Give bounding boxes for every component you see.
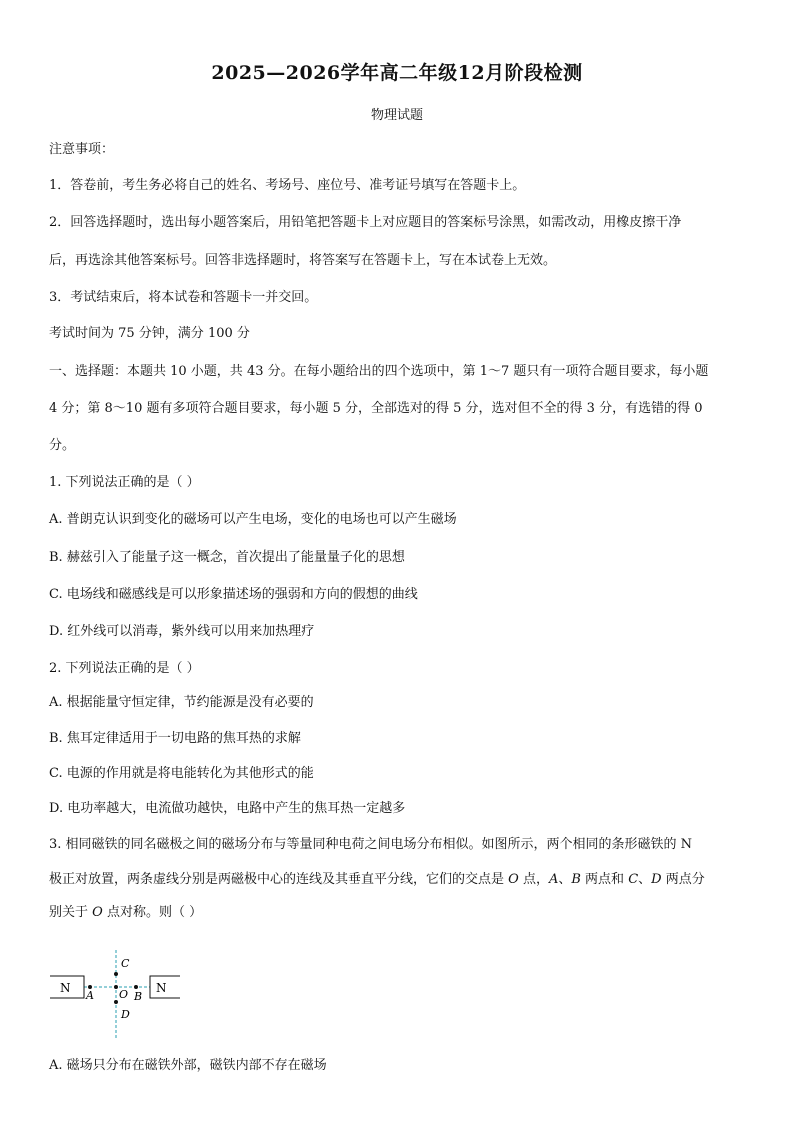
point-a-label: A bbox=[86, 989, 94, 1002]
q1-stem: 1. 下列说法正确的是（ ） bbox=[49, 475, 200, 490]
q2-option-a: A. 根据能量守恒定律，节约能源是没有必要的 bbox=[49, 695, 314, 710]
point-d bbox=[114, 1000, 118, 1004]
q3-text: 、 bbox=[558, 872, 572, 887]
q1-option-c: C. 电场线和磁感线是可以形象描述场的强弱和方向的假想的曲线 bbox=[49, 587, 418, 602]
section-instructions-line-3: 分。 bbox=[49, 438, 76, 453]
point-c-ref: C bbox=[628, 872, 639, 887]
q2-option-c: C. 电源的作用就是将电能转化为其他形式的能 bbox=[49, 766, 314, 781]
q3-text: 两点和 bbox=[580, 872, 629, 887]
q3-text: 点对称。则（ ） bbox=[102, 905, 203, 920]
q3-text: 点， bbox=[518, 872, 549, 887]
point-c-label: C bbox=[121, 957, 130, 970]
point-b-ref: B bbox=[571, 872, 581, 887]
point-b bbox=[134, 985, 138, 989]
exam-time: 考试时间为 75 分钟，满分 100 分 bbox=[49, 326, 250, 341]
q1-option-b: B. 赫兹引入了能量子这一概念，首次提出了能量量子化的思想 bbox=[49, 550, 405, 565]
point-d-ref: D bbox=[651, 872, 662, 887]
notice-heading: 注意事项： bbox=[49, 142, 115, 157]
notice-item-2-line-1: 2．回答选择题时，选出每小题答案后，用铅笔把答题卡上对应题目的答案标号涂黑，如需改动，用橡皮擦干净 bbox=[49, 215, 682, 230]
point-o-ref: O bbox=[92, 905, 103, 920]
point-d-label: D bbox=[121, 1008, 130, 1021]
section-instructions-line-2: 4 分；第 8～10 题有多项符合题目要求，每小题 5 分，全部选对的得 5 分，选对但不全的得 3 分，有选错的得 0 bbox=[49, 401, 703, 416]
q1-option-d: D. 红外线可以消毒，紫外线可以用来加热理疗 bbox=[49, 624, 315, 639]
notice-item-1: 1．答卷前，考生务必将自己的姓名、考场号、座位号、准考证号填写在答题卡上。 bbox=[49, 178, 526, 193]
q3-text: 极正对放置，两条虚线分别是两磁极中心的连线及其垂直平分线，它们的交点是 bbox=[49, 872, 509, 887]
point-a-ref: A bbox=[548, 872, 559, 887]
page-title: 2025—2026学年高二年级12月阶段检测 bbox=[211, 62, 583, 84]
q1-option-a: A. 普朗克认识到变化的磁场可以产生电场，变化的电场也可以产生磁场 bbox=[49, 512, 457, 527]
left-magnet-label: N bbox=[60, 981, 71, 995]
notice-item-2-line-2: 后，再选涂其他答案标号。回答非选择题时，将答案写在答题卡上，写在本试卷上无效。 bbox=[49, 253, 557, 268]
q3-stem-line-3 bbox=[49, 905, 202, 921]
q3-stem-line-1: 3. 相同磁铁的同名磁极之间的磁场分布与等量同种电荷之间电场分布相似。如图所示，两个相同的条形磁铁的 N bbox=[49, 837, 693, 852]
q3-option-a: A. 磁场只分布在磁铁外部，磁铁内部不存在磁场 bbox=[49, 1058, 327, 1073]
q3-stem-line-2 bbox=[49, 872, 705, 888]
point-b-label: B bbox=[134, 990, 143, 1003]
notice-item-3: 3．考试结束后，将本试卷和答题卡一并交回。 bbox=[49, 290, 318, 305]
right-magnet-label: N bbox=[156, 981, 167, 995]
q3-text: 别关于 bbox=[49, 905, 93, 920]
point-c bbox=[114, 972, 118, 976]
point-o-ref: O bbox=[508, 872, 519, 887]
q2-stem: 2. 下列说法正确的是（ ） bbox=[49, 661, 200, 676]
q2-option-d: D. 电功率越大，电流做功越快，电路中产生的焦耳热一定越多 bbox=[49, 801, 406, 816]
q3-text: 两点分 bbox=[661, 872, 705, 887]
q3-text: 、 bbox=[638, 872, 652, 887]
q2-option-b: B. 焦耳定律适用于一切电路的焦耳热的求解 bbox=[49, 731, 301, 746]
page-subtitle: 物理试题 bbox=[370, 108, 423, 123]
section-instructions-line-1: 一、选择题：本题共 10 小题，共 43 分。在每小题给出的四个选项中，第 1～7 题只有一项符合题目要求，每小题 bbox=[49, 364, 709, 379]
magnet-diagram bbox=[46, 950, 186, 1040]
point-o-label: O bbox=[119, 988, 129, 1001]
point-o bbox=[114, 985, 118, 989]
